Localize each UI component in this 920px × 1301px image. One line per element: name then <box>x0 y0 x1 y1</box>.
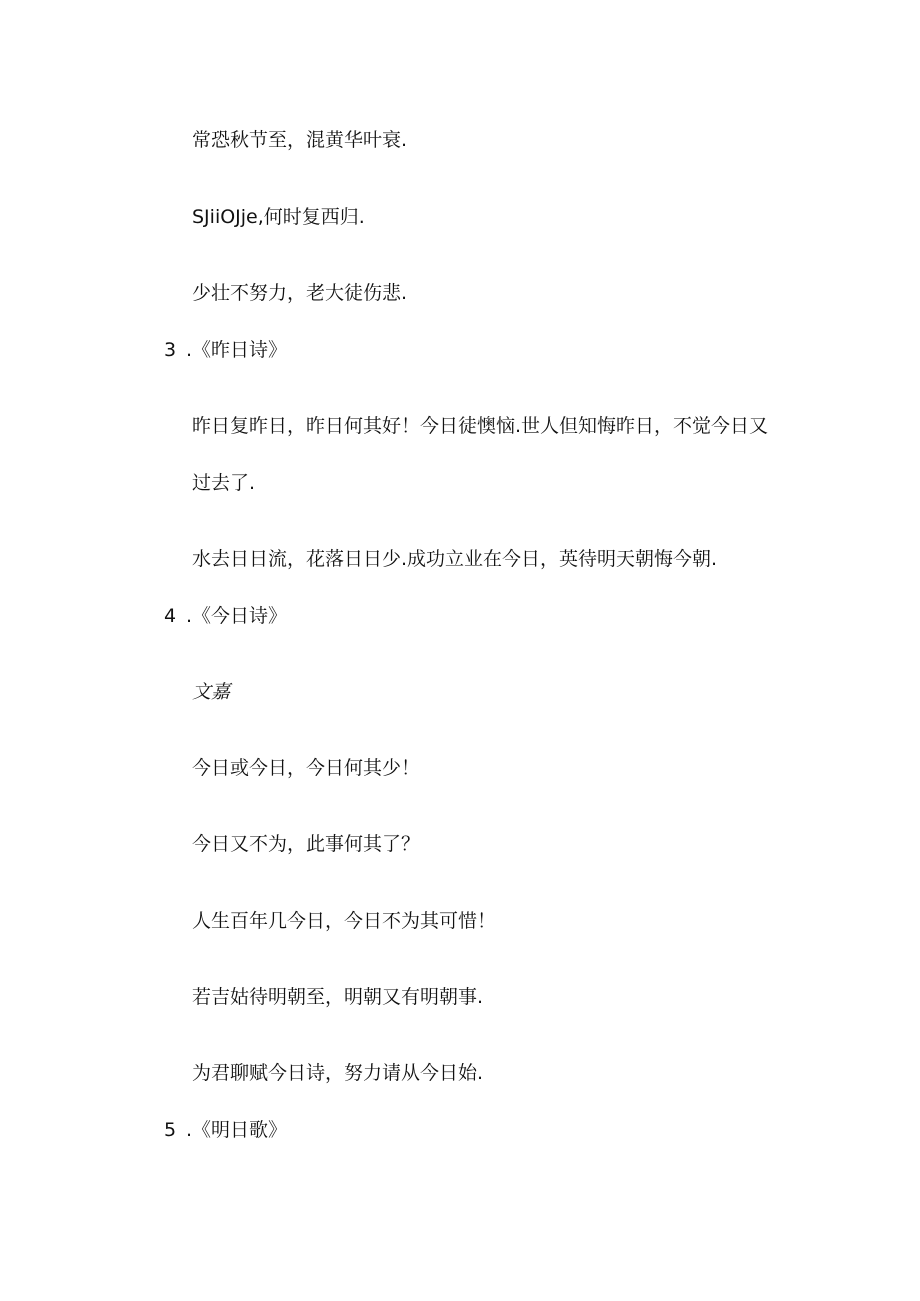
author-name: 文嘉 <box>192 681 231 703</box>
section-title: .《昨日诗》 <box>186 339 288 361</box>
section-title: .《今日诗》 <box>186 605 288 627</box>
section-number: 5 <box>164 1119 177 1141</box>
section-heading <box>164 1118 287 1142</box>
section-heading <box>164 604 287 628</box>
poem-line: SJiiOJje,何时复西归. <box>192 206 365 228</box>
poem-line: 今日又不为，此事何其了？ <box>192 833 421 855</box>
poem-line: 今日或今日，今日何其少！ <box>192 757 421 779</box>
section-number: 4 <box>164 605 177 627</box>
poem-line: 少壮不努力，老大徒伤悲. <box>192 282 408 304</box>
section-heading <box>164 338 287 362</box>
poem-line: 为君聊赋今日诗，努力请从今日始. <box>192 1062 484 1084</box>
poem-line: 昨日复昨日，昨日何其好！今日徒懊恼.世人但知悔昨日，不觉今日又 <box>192 415 769 437</box>
poem-line: 水去日日流，花落日日少.成功立业在今日，英待明天朝悔今朝. <box>192 548 718 570</box>
poem-line: 常恐秋节至，混黄华叶衰. <box>192 129 408 151</box>
section-title: .《明日歌》 <box>186 1119 288 1141</box>
poem-line: 过去了. <box>192 472 256 494</box>
section-number: 3 <box>164 339 177 361</box>
poem-line: 若吉姑待明朝至，明朝又有明朝事. <box>192 986 484 1008</box>
poem-line: 人生百年几今日，今日不为其可惜！ <box>192 910 497 932</box>
